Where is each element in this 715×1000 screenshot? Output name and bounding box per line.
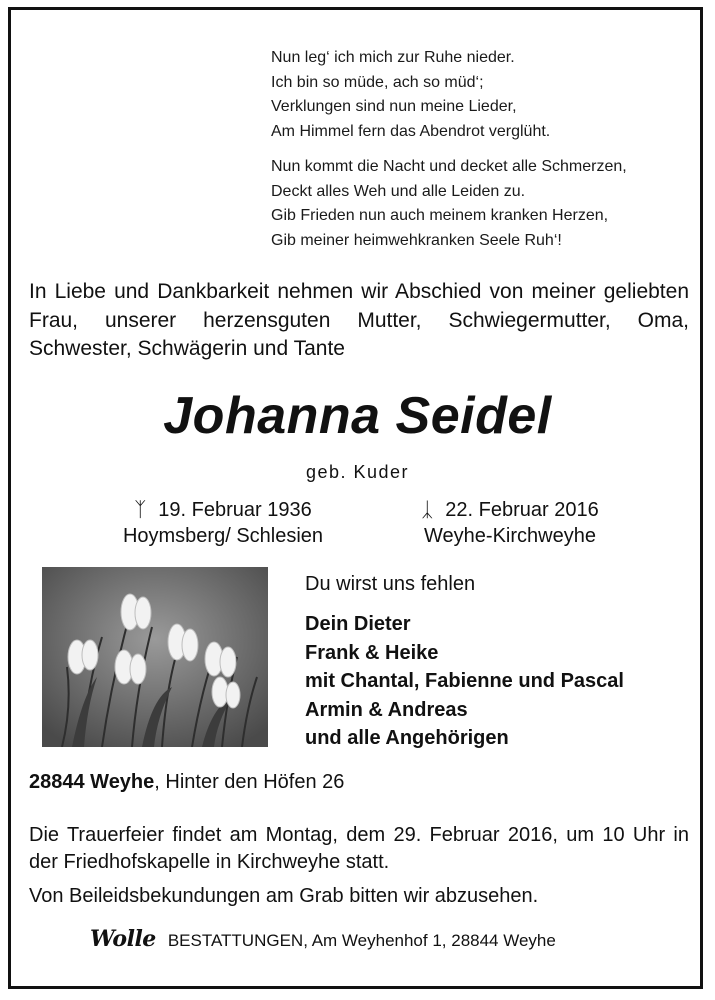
address-city: 28844 Weyhe [29,771,155,793]
intro-text: In Liebe und Dankbarkeit nehmen wir Abschied von meiner geliebten Frau, unserer herzensguten Mutter, Schwiegermutter, Oma, Schwester, Schwägerin und Tante [29,280,689,360]
death-place: Weyhe-Kirchweyhe [424,525,596,547]
condolence-text: Von Beileidsbekundungen am Grab bitten wir abzusehen. [29,885,539,907]
poem-line: Am Himmel fern das Abendrot verglüht. [271,122,551,140]
poem-line: Gib Frieden nun auch meinem kranken Herzen, [271,207,609,224]
death-date: 22. Februar 2016 [445,499,599,521]
poem-line: Nun leg‘ ich mich zur Ruhe nieder. [271,49,515,66]
snowdrops-photo-icon [42,567,268,747]
funeral-home-footer [90,926,556,952]
poem-line: Gib meiner heimwehkranken Seele Ruh‘! [271,231,562,249]
birth-info [88,497,358,549]
funeral-home-logo: Wolle [90,926,156,952]
birth-date: 19. Februar 1936 [158,499,312,521]
death-info [395,497,625,549]
funeral-home-address: BESTATTUNGEN, Am Weyhenhof 1, 28844 Weyhe [167,931,556,950]
missing-text: Du wirst uns fehlen [305,573,476,595]
poem-line: Ich bin so müde, ach so müd‘; [271,73,484,91]
poem-line: Nun kommt die Nacht und decket alle Schmerzen, [271,158,627,175]
birth-place: Hoymsberg/ Schlesien [122,525,324,547]
deceased-name: Johanna Seidel [163,387,552,445]
maiden-name: geb. Kuder [305,462,410,482]
poem-stanza-1 [271,46,627,144]
birth-rune-icon: ᛉ [134,499,147,521]
family-member: Frank & Heike [305,641,439,664]
poem-line: Deckt alles Weh und alle Leiden zu. [271,182,526,200]
family-member: Dein Dieter [305,613,411,635]
family-member: und alle Angehörigen [305,727,509,749]
address-street: , Hinter den Höfen 26 [154,771,345,793]
poem-stanza-2 [271,155,627,253]
family-member: mit Chantal, Fabienne und Pascal [305,670,624,692]
address [29,771,344,794]
service-text: Die Trauerfeier findet am Montag, dem 29. Februar 2016, um 10 Uhr in der Friedhofskapelle in Kirchweyhe statt. [29,824,689,873]
snowdrops-photo [42,567,268,747]
poem [271,46,627,253]
poem-line: Verklungen sind nun meine Lieder, [271,98,517,115]
death-rune-icon: ᛣ [421,499,434,521]
family-list [305,610,624,753]
family-member: Armin & Andreas [305,698,468,721]
